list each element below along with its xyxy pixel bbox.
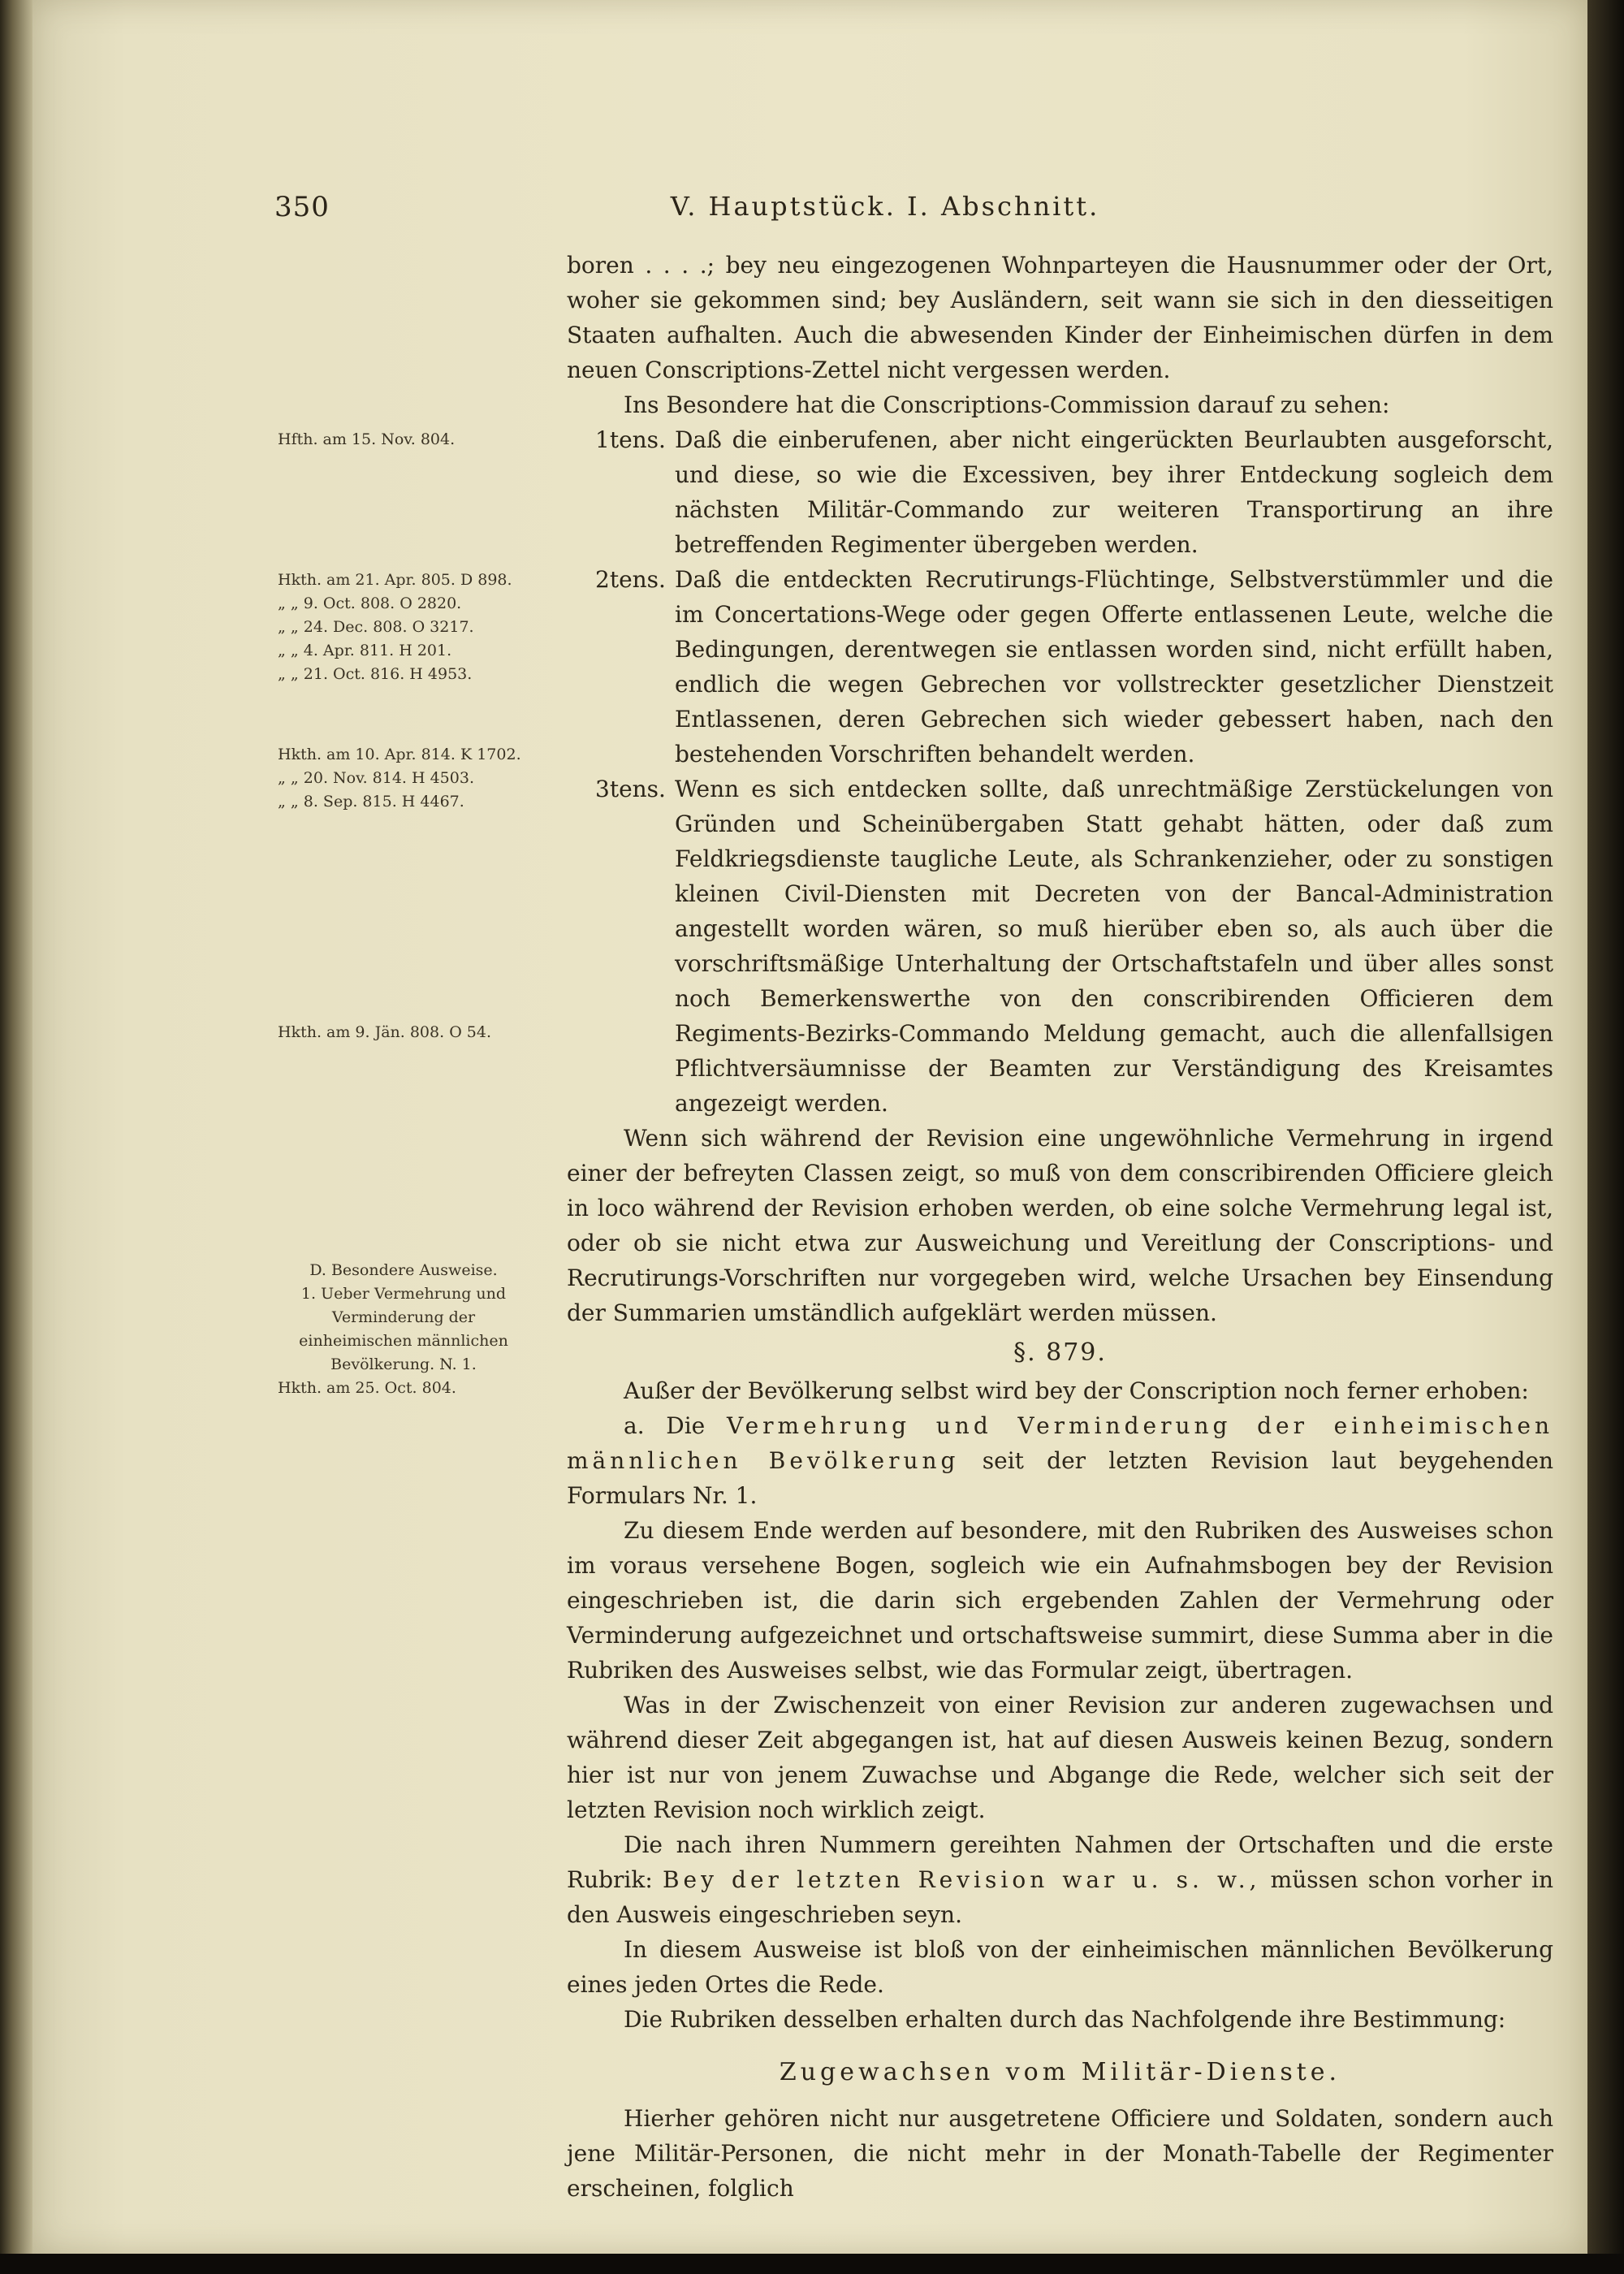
paragraph: Die Rubriken desselben erhalten durch das Nachfolgende ihre Bestimmung: — [624, 2006, 1506, 2033]
paragraph — [567, 1827, 1553, 1932]
item-text: Wenn es sich entdecken sollte, daß unrechtmäßige Zerstückelungen von Gründen und Scheinübergaben Statt gehabt hätten, oder daß zum Feldkriegsdienste taugliche Leute, als Schrankenzieher, oder zu sonstigen kleinen Civil-Diensten mit Decreten von der Bancal-Administration angestellt worden wären, so muß hierüber eben so, als auch über die vorschriftsmäßige Unterhaltung der Ortschaftstafeln und über alles sonst noch Bemerkenswerthe von den conscribirenden Officieren dem Regiments-Bezirks-Commando Meldung gemacht, auch die allenfallsigen Pflichtversäumnisse der Beamten zur Verständigung des Kreisamtes angezeigt werden. — [675, 776, 1553, 1117]
paragraph: Ins Besondere hat die Conscriptions-Commission darauf zu sehen: — [624, 391, 1390, 418]
list-item — [567, 772, 1553, 1121]
margin-note-line: „ „ 20. Nov. 814. H 4503. — [278, 769, 474, 787]
margin-note-line: „ „ 4. Apr. 811. H 201. — [278, 642, 452, 659]
margin-note-4 — [278, 1021, 554, 1044]
paragraph: Wenn sich während der Revision eine ungewöhnliche Vermehrung in irgend einer der befreyten Classen zeigt, so muß von dem conscribirenden Officiere gleich in loco während der Revision erhoben werden, ob eine solche Vermehrung legal ist, oder ob sie nicht etwa zur Ausweichung und Vereitlung der Conscriptions- und Recrutirungs-Vorschriften nur vorgegeben wird, welche Ursachen bey Einsendung der Summarien umständlich aufgeklärt werden müssen. — [567, 1125, 1553, 1326]
emphasized-text: Vermehrung und Verminderung der einheimischen männlichen Bevölkerung — [567, 1412, 1553, 1474]
item-text: Daß die einberufenen, aber nicht eingerückten Beurlaubten ausgeforscht, und diese, so wie die Excessiven, bey ihrer Entdeckung sogleich dem nächsten Militär-Commando zur weiteren Transportirung an ihre betreffenden Regimenter übergeben werden. — [675, 426, 1553, 558]
margin-note-5 — [278, 1259, 529, 1400]
margin-note-line: „ „ 8. Sep. 815. H 4467. — [278, 793, 464, 811]
main-text — [567, 248, 1553, 2206]
paragraph: Zu diesem Ende werden auf besondere, mit den Rubriken des Ausweises schon im voraus versehene Bogen, sogleich wie ein Aufnahmsbogen bey der Revision eingeschrieben ist, die darin sich ergebenden Zahlen der Vermehrung oder Verminderung aufgezeichnet und ortschaftsweise summirt, diese Summa aber in die Rubriken des Ausweises selbst, wie das Formular zeigt, übertragen. — [567, 1517, 1553, 1684]
page-number: 350 — [274, 191, 330, 223]
section-number: §. 879. — [1013, 1338, 1107, 1367]
item-number: 2tens. — [595, 566, 666, 593]
margin-note-line: Hkth. am 10. Apr. 814. K 1702. — [278, 746, 521, 763]
paragraph: Was in der Zwischenzeit von einer Revision zur anderen zugewachsen und während dieser Zeit abgegangen ist, hat auf diesen Ausweis keinen Bezug, sondern hier ist nur von jenem Zuwachse und Abgange die Rede, welcher sich seit der letzten Revision noch wirklich zeigt. — [567, 1692, 1553, 1823]
subheading: Zugewachsen vom Militär-Dienste. — [779, 2058, 1341, 2086]
margin-note-1 — [278, 428, 554, 452]
margin-note-line: „ „ 21. Oct. 816. H 4953. — [278, 665, 473, 683]
text-run: müssen schon vorher in den Ausweis eingeschrieben seyn. — [567, 1866, 1554, 1928]
margin-note-line: D. Besondere Ausweise. — [309, 1261, 498, 1279]
margin-note-2 — [278, 568, 554, 686]
margin-note-3 — [278, 743, 554, 814]
page-edge-right — [1587, 0, 1624, 2274]
text-run: Die nach ihren Nummern gereihten Nahmen der Ortschaften und die erste Rubrik: — [567, 1831, 1553, 1893]
margin-note-line: Hkth. am 9. Jän. 808. O 54. — [278, 1023, 492, 1041]
margin-note-line: „ „ 9. Oct. 808. O 2820. — [278, 594, 462, 612]
paragraph: In diesem Ausweise ist bloß von der einheimischen männlichen Bevölkerung eines jeden Ortes die Rede. — [567, 1936, 1553, 1998]
page-header — [0, 191, 1555, 233]
margin-note-line: Hkth. am 25. Oct. 804. — [278, 1379, 456, 1397]
running-title: V. Hauptstück. I. Abschnitt. — [670, 191, 1100, 222]
margin-note-line: 1. Ueber Vermehrung und Verminderung der einheimischen männlichen Bevölkerung. N. 1. — [299, 1285, 508, 1373]
paragraph: Außer der Bevölkerung selbst wird bey der Conscription noch ferner erhoben: — [624, 1377, 1529, 1404]
item-number: 3tens. — [595, 776, 666, 802]
text-run: seit der letzten Revision laut beygehenden Formulars Nr. 1. — [567, 1447, 1553, 1509]
margin-note-line: „ „ 24. Dec. 808. O 3217. — [278, 618, 474, 636]
item-text: Daß die entdeckten Recrutirungs-Flüchtinge, Selbstverstümmler und die im Concertations-Wege oder gegen Offerte entlassenen Leute, welche die Bedingungen, derentwegen sie entlassen worden sind, nicht erfüllt haben, endlich die wegen Gebrechen vor vollstreckter gesetzlicher Dienstzeit Entlassenen, deren Gebrechen sich wieder gebessert haben, nach den bestehenden Vorschriften behandelt werden. — [675, 566, 1553, 767]
page-edge-bottom — [0, 2254, 1624, 2274]
margin-note-line: Hfth. am 15. Nov. 804. — [278, 430, 456, 448]
list-item — [567, 422, 1553, 562]
text-run: a. Die — [624, 1412, 706, 1439]
paragraph: Hierher gehören nicht nur ausgetretene Officiere und Soldaten, sondern auch jene Militär-Personen, die nicht mehr in der Monath-Tabelle der Regimenter erscheinen, folglich — [567, 2105, 1553, 2202]
item-number: 1tens. — [595, 426, 666, 453]
margin-note-line: Hkth. am 21. Apr. 805. D 898. — [278, 571, 512, 589]
emphasized-text: Bey der letzten Revision war u. s. w., — [662, 1866, 1261, 1893]
paragraph: boren . . . .; bey neu eingezogenen Wohnparteyen die Hausnummer oder der Ort, woher sie gekommen sind; bey Ausländern, seit wann sie sich in den diesseitigen Staaten aufhalten. Auch die abwesenden Kinder der Einheimischen dürfen in dem neuen Conscriptions-Zettel nicht vergessen werden. — [567, 252, 1553, 383]
book-gutter — [0, 0, 32, 2254]
list-item — [567, 562, 1553, 772]
paragraph — [567, 1408, 1553, 1513]
